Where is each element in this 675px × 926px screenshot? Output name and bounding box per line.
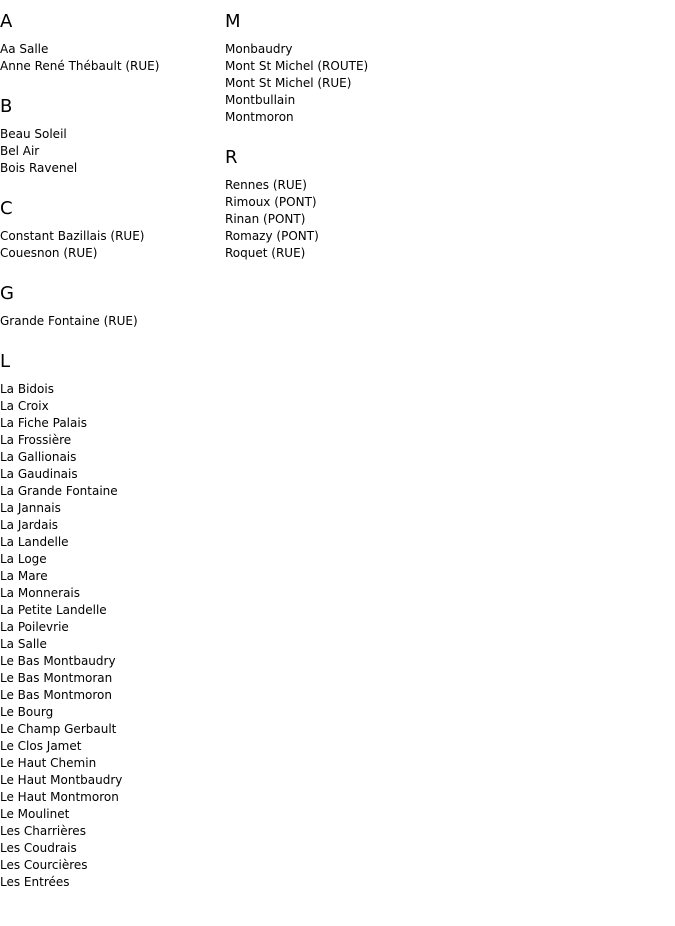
- letter-section: [225, 11, 485, 126]
- street-link[interactable]: Les Entrées: [0, 875, 70, 889]
- street-link[interactable]: La Bidois: [0, 382, 54, 396]
- street-link[interactable]: La Frossière: [0, 433, 72, 447]
- section-letter-heading: A: [0, 11, 13, 32]
- street-link[interactable]: Romazy (PONT): [225, 229, 319, 243]
- street-link[interactable]: Mont St Michel (ROUTE): [225, 59, 369, 73]
- street-link[interactable]: Les Charrières: [0, 824, 86, 838]
- section-letter-heading: C: [0, 198, 13, 219]
- street-link[interactable]: La Salle: [0, 637, 47, 651]
- street-link[interactable]: La Poilevrie: [0, 620, 69, 634]
- street-link[interactable]: Monbaudry: [225, 42, 293, 56]
- street-link[interactable]: La Mare: [0, 569, 48, 583]
- street-link[interactable]: Montmoron: [225, 110, 294, 124]
- section-letter-heading: R: [225, 147, 238, 168]
- street-list: [225, 177, 485, 262]
- letter-section: [225, 147, 485, 262]
- letter-section: [0, 11, 225, 75]
- street-link[interactable]: Le Bas Montbaudry: [0, 654, 116, 668]
- street-list: [0, 381, 225, 891]
- street-link[interactable]: Les Courcières: [0, 858, 88, 872]
- street-link[interactable]: Le Haut Chemin: [0, 756, 97, 770]
- letter-section: [0, 198, 225, 262]
- letter-section: [0, 351, 225, 891]
- street-link[interactable]: Le Haut Montmoron: [0, 790, 119, 804]
- section-letter-heading: L: [0, 351, 11, 372]
- street-link[interactable]: Mont St Michel (RUE): [225, 76, 352, 90]
- street-link[interactable]: Montbullain: [225, 93, 296, 107]
- street-link[interactable]: Couesnon (RUE): [0, 246, 98, 260]
- section-letter-heading: M: [225, 11, 241, 32]
- street-link[interactable]: La Grande Fontaine: [0, 484, 118, 498]
- street-link[interactable]: Le Champ Gerbault: [0, 722, 117, 736]
- street-link[interactable]: La Gallionais: [0, 450, 77, 464]
- street-link[interactable]: Le Haut Montbaudry: [0, 773, 123, 787]
- street-link[interactable]: Le Clos Jamet: [0, 739, 82, 753]
- street-link[interactable]: Constant Bazillais (RUE): [0, 229, 145, 243]
- section-letter-heading: B: [0, 96, 13, 117]
- street-link[interactable]: Beau Soleil: [0, 127, 67, 141]
- street-link[interactable]: Roquet (RUE): [225, 246, 306, 260]
- street-link[interactable]: Le Moulinet: [0, 807, 70, 821]
- street-link[interactable]: Rimoux (PONT): [225, 195, 317, 209]
- street-list: [225, 41, 485, 126]
- street-index-right-column: [225, 0, 485, 283]
- letter-section: [0, 96, 225, 177]
- street-link[interactable]: Grande Fontaine (RUE): [0, 314, 138, 328]
- street-link[interactable]: La Landelle: [0, 535, 69, 549]
- street-link[interactable]: La Loge: [0, 552, 47, 566]
- street-link[interactable]: Aa Salle: [0, 42, 49, 56]
- street-list: [0, 126, 225, 177]
- street-link[interactable]: Le Bas Montmoran: [0, 671, 113, 685]
- street-link[interactable]: Bois Ravenel: [0, 161, 78, 175]
- street-link[interactable]: La Jannais: [0, 501, 61, 515]
- street-link[interactable]: Les Coudrais: [0, 841, 77, 855]
- street-link[interactable]: Le Bourg: [0, 705, 54, 719]
- street-list: [0, 41, 225, 75]
- street-link[interactable]: Anne René Thébault (RUE): [0, 59, 160, 73]
- street-link[interactable]: La Jardais: [0, 518, 59, 532]
- street-link[interactable]: La Gaudinais: [0, 467, 78, 481]
- street-link[interactable]: Rennes (RUE): [225, 178, 307, 192]
- street-link[interactable]: La Petite Landelle: [0, 603, 107, 617]
- street-link[interactable]: Bel Air: [0, 144, 40, 158]
- street-link[interactable]: La Fiche Palais: [0, 416, 87, 430]
- street-list: [0, 313, 225, 330]
- street-link[interactable]: Rinan (PONT): [225, 212, 306, 226]
- street-link[interactable]: Le Bas Montmoron: [0, 688, 112, 702]
- section-letter-heading: G: [0, 283, 14, 304]
- letter-section: [0, 283, 225, 330]
- street-link[interactable]: La Monnerais: [0, 586, 81, 600]
- street-link[interactable]: La Croix: [0, 399, 49, 413]
- street-index-left-column: [0, 0, 225, 912]
- street-list: [0, 228, 225, 262]
